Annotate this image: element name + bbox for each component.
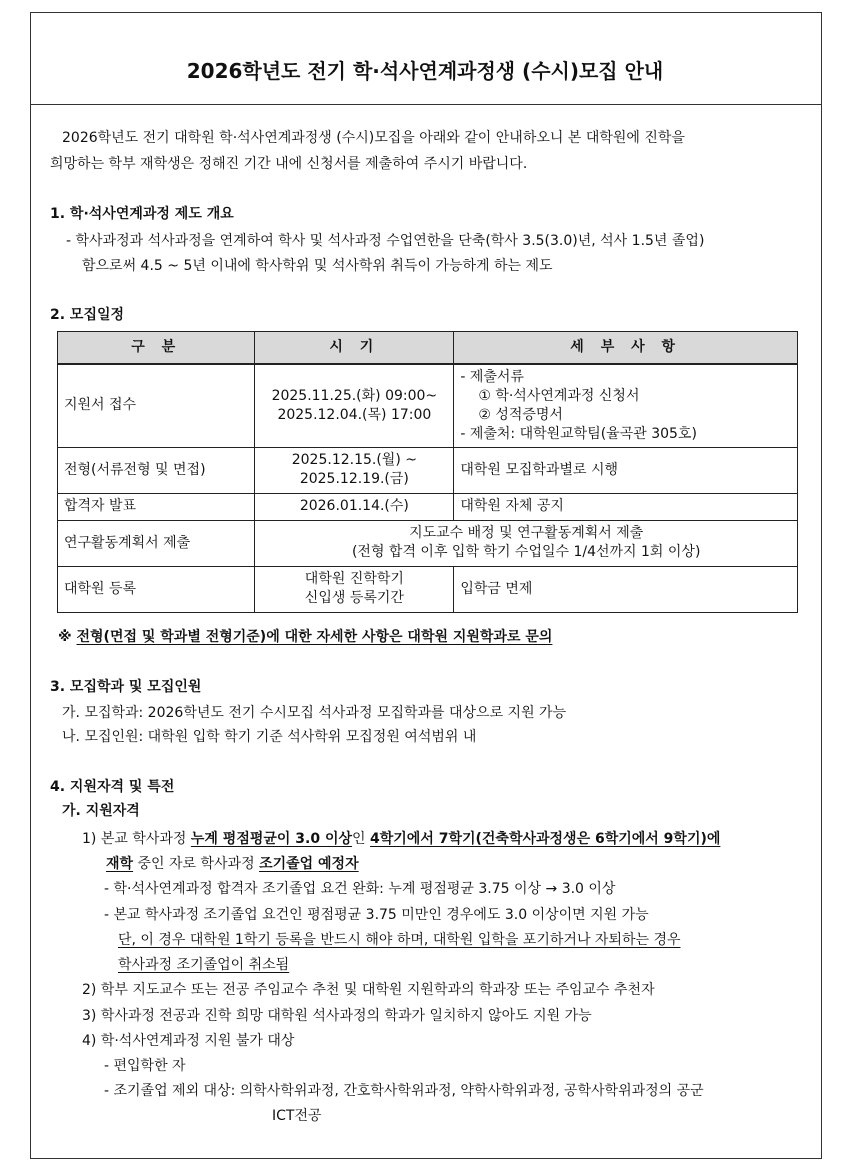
section-1-line-2: 함으로써 4.5 ~ 5년 이내에 학사학위 및 석사학위 취득이 가능하게 하는 제도 bbox=[82, 258, 553, 274]
item-1-sub-1: - 학·석사연계과정 합격자 조기졸업 요건 완화: 누계 평점평균 3.75 이상 → 3.0 이상 bbox=[104, 881, 616, 897]
schedule-table bbox=[57, 331, 798, 613]
col-header-details: 세 부 사 항 bbox=[454, 332, 798, 365]
item-1-warning-1: 단, 이 경우 대학원 1학기 등록을 반드시 해야 하며, 대학원 입학을 포기하거나 자퇴하는 경우 bbox=[118, 932, 681, 948]
row-period: 2025.12.15.(월) ~ 2025.12.19.(금) bbox=[255, 447, 454, 493]
row-period: 2025.11.25.(화) 09:00~ 2025.12.04.(목) 17:00 bbox=[255, 364, 454, 447]
item-1-warning-2: 학사과정 조기졸업이 취소됨 bbox=[118, 957, 290, 973]
section-4-subheading: 가. 지원자격 bbox=[62, 803, 140, 819]
table-row bbox=[58, 520, 798, 566]
section-3-line-2: 나. 모집인원: 대학원 입학 학기 기준 석사학위 모집정원 여석범위 내 bbox=[62, 729, 477, 745]
row-label: 지원서 접수 bbox=[58, 364, 255, 447]
row-period: 2026.01.14.(수) bbox=[255, 493, 454, 520]
item-4-sub-2: - 조기졸업 제외 대상: 의학사학위과정, 간호학사학위과정, 약학사학위과정, 공학사학위과정의 공군 bbox=[104, 1083, 704, 1099]
note-text: 전형(면접 및 학과별 전형기준)에 대한 자세한 사항은 대학원 지원학과로 문의 bbox=[76, 629, 553, 645]
row-label: 합격자 발표 bbox=[58, 493, 255, 520]
section-4-heading: 4. 지원자격 및 특전 bbox=[50, 779, 175, 795]
row-label: 대학원 등록 bbox=[58, 566, 255, 612]
note-mark: ※ bbox=[58, 629, 72, 645]
row-label: 연구활동계획서 제출 bbox=[58, 520, 255, 566]
row-period: 대학원 진학학기 신입생 등록기간 bbox=[255, 566, 454, 612]
row-details: 대학원 모집학과별로 시행 bbox=[454, 447, 798, 493]
item-1-line-1: 1) 본교 학사과정 누계 평점평균이 3.0 이상인 4학기에서 7학기(건축학사과정생은 6학기에서 9학기)에 bbox=[82, 831, 721, 847]
table-row bbox=[58, 447, 798, 493]
item-3: 3) 학사과정 전공과 진학 희망 대학원 석사과정의 학과가 일치하지 않아도 지원 가능 bbox=[82, 1008, 592, 1024]
section-1-heading: 1. 학·석사연계과정 제도 개요 bbox=[50, 206, 234, 222]
page-title: 2026학년도 전기 학·석사연계과정생 (수시)모집 안내 bbox=[186, 59, 664, 83]
row-label: 전형(서류전형 및 면접) bbox=[58, 447, 255, 493]
item-4: 4) 학·석사연계과정 지원 불가 대상 bbox=[82, 1033, 295, 1049]
table-row bbox=[58, 566, 798, 612]
col-header-category: 구 분 bbox=[58, 332, 255, 365]
intro-line-1: 2026학년도 전기 대학원 학·석사연계과정생 (수시)모집을 아래와 같이 안내하오니 본 대학원에 진학을 bbox=[62, 130, 685, 146]
row-details: - 제출서류 ① 학·석사연계과정 신청서 ② 성적증명서 - 제출처: 대학원교학팀(율곡관 305호) bbox=[454, 364, 798, 447]
section-3-line-1: 가. 모집학과: 2026학년도 전기 수시모집 석사과정 모집학과를 대상으로 지원 가능 bbox=[62, 705, 567, 721]
note bbox=[58, 627, 552, 647]
section-2-heading: 2. 모집일정 bbox=[50, 307, 125, 323]
row-merged-details: 지도교수 배정 및 연구활동계획서 제출 (전형 합격 이후 입학 학기 수업일수 1/4선까지 1회 이상) bbox=[255, 520, 798, 566]
table-row bbox=[58, 364, 798, 447]
intro-line-2: 희망하는 학부 재학생은 정해진 기간 내에 신청서를 제출하여 주시기 바랍니다. bbox=[50, 156, 528, 172]
table-row bbox=[58, 493, 798, 520]
item-2: 2) 학부 지도교수 또는 전공 주임교수 추천 및 대학원 지원학과의 학과장 또는 주임교수 추천자 bbox=[82, 982, 655, 998]
table-header-row bbox=[58, 332, 798, 365]
section-3-heading: 3. 모집학과 및 모집인원 bbox=[50, 679, 202, 695]
item-4-sub-2-cont: ICT전공 bbox=[272, 1108, 322, 1124]
row-details: 대학원 자체 공지 bbox=[454, 493, 798, 520]
col-header-period: 시 기 bbox=[255, 332, 454, 365]
item-1-sub-2: - 본교 학사과정 조기졸업 요건인 평점평균 3.75 미만인 경우에도 3.0 이상이면 지원 가능 bbox=[104, 907, 649, 923]
row-details: 입학금 면제 bbox=[454, 566, 798, 612]
item-1-line-2: 재학 중인 자로 학사과정 조기졸업 예정자 bbox=[106, 856, 359, 872]
section-1-line-1: - 학사과정과 석사과정을 연계하여 학사 및 석사과정 수업연한을 단축(학사 3.5(3.0)년, 석사 1.5년 졸업) bbox=[66, 233, 705, 249]
title-divider bbox=[30, 104, 822, 105]
item-4-sub-1: - 편입학한 자 bbox=[104, 1058, 186, 1074]
